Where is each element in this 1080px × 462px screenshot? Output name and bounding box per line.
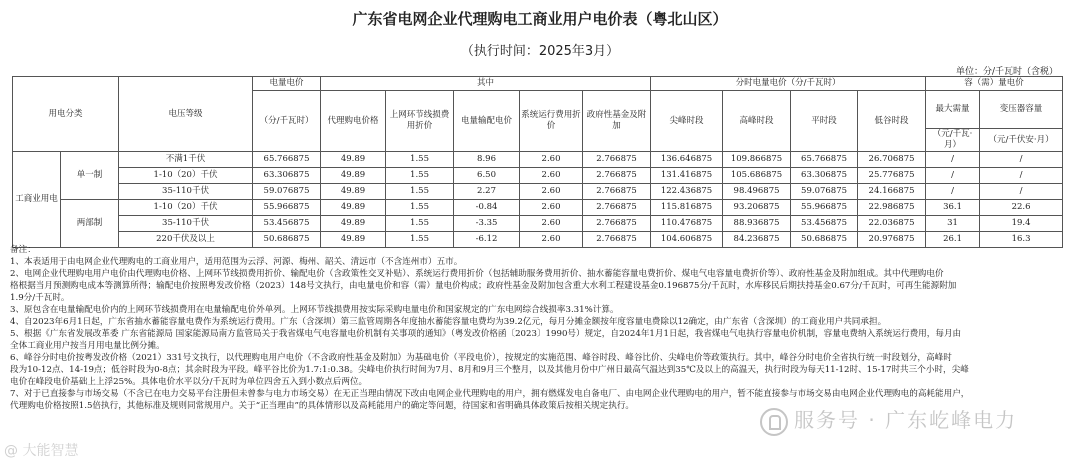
cell-demand: /	[926, 168, 980, 184]
note-line: 7、对于已直接参与市场交易（不含已在电力交易平台注册但未曾参与电力市场交易）在无正当理由情况下改由电网企业代理购电的用户，拥有燃煤发电自备电厂、由电网企业代理购电的用户，暂不能直接参与市场交易由电网企业代理购电的高耗能用户，	[10, 389, 970, 399]
category-single-system: 单一制	[61, 152, 119, 200]
cell-transformer: /	[980, 184, 1063, 200]
cell-fund: 2.766875	[583, 184, 651, 200]
header-of-which: 其中	[321, 77, 651, 91]
cell-loss: 1.55	[386, 152, 454, 168]
cell-peak: 84.236875	[723, 232, 791, 248]
cell-peak: 98.496875	[723, 184, 791, 200]
header-transmission-price: 电量输配电价	[454, 91, 520, 152]
header-valley: 低谷时段	[858, 91, 926, 152]
cell-loss: 1.55	[386, 200, 454, 216]
cell-valley: 20.976875	[858, 232, 926, 248]
cell-fund: 2.766875	[583, 232, 651, 248]
note-line: 1、本表适用于由电网企业代理购电的工商业用户，适用范围为云浮、河源、梅州、韶关、清远市（不含连州市）五市。	[10, 257, 463, 267]
cell-energy: 59.076875	[253, 184, 321, 200]
category-industrial: 工商业用电	[13, 152, 61, 248]
cell-demand: 26.1	[926, 232, 980, 248]
cell-transmission: -3.35	[454, 216, 520, 232]
cell-demand: /	[926, 152, 980, 168]
note-line: 全体工商业用户按当月用电量比例分摊。	[10, 341, 165, 351]
watermark	[760, 404, 1017, 436]
cell-energy: 55.966875	[253, 200, 321, 216]
cell-transformer: 22.6	[980, 200, 1063, 216]
header-flat: 平时段	[791, 91, 858, 152]
price-table	[12, 76, 1063, 248]
cell-peak: 88.936875	[723, 216, 791, 232]
cell-energy: 63.306875	[253, 168, 321, 184]
cell-transformer: /	[980, 168, 1063, 184]
cell-valley: 24.166875	[858, 184, 926, 200]
header-energy-price-unit: （分/千瓦时）	[253, 91, 321, 152]
wechat-icon	[760, 408, 788, 436]
cell-fund: 2.766875	[583, 168, 651, 184]
cell-flat: 59.076875	[791, 184, 858, 200]
cell-voltage: 35-110千伏	[119, 216, 253, 232]
header-energy-price: 电量电价	[253, 77, 321, 91]
cell-transmission: -6.12	[454, 232, 520, 248]
cell-valley: 26.706875	[858, 152, 926, 168]
cell-valley: 25.776875	[858, 168, 926, 184]
cell-loss: 1.55	[386, 232, 454, 248]
category-two-part-system: 两部制	[61, 200, 119, 248]
cell-sharp: 110.476875	[651, 216, 723, 232]
cell-flat: 55.966875	[791, 200, 858, 216]
cell-sharp: 131.416875	[651, 168, 723, 184]
cell-agent: 49.89	[321, 232, 386, 248]
cell-peak: 93.206875	[723, 200, 791, 216]
cell-energy: 50.686875	[253, 232, 321, 248]
cell-valley: 22.986875	[858, 200, 926, 216]
table-row	[13, 216, 1063, 232]
cell-transformer: 16.3	[980, 232, 1063, 248]
cell-system: 2.60	[520, 200, 583, 216]
cell-fund: 2.766875	[583, 216, 651, 232]
cell-system: 2.60	[520, 216, 583, 232]
table-row	[13, 168, 1063, 184]
note-line: 电价在峰段电价基础上上浮25%。具体电价水平以分/千瓦时为单位四舍五入到小数点后两位。	[10, 377, 368, 387]
note-line: 备注：	[10, 245, 36, 255]
cell-sharp: 122.436875	[651, 184, 723, 200]
cell-energy: 65.766875	[253, 152, 321, 168]
cell-system: 2.60	[520, 184, 583, 200]
cell-system: 2.60	[520, 152, 583, 168]
note-line: 段为10-12点、14-19点；低谷时段为0-8点；其余时段为平段。峰平谷比价为1.7:1:0.38。尖峰电价执行时间为7月、8月和9月三个整月，以及其他月份中广州日最高气温达到35℃及以上的高温天，执行时段为每天11-12时、15-17时共三个小时，尖峰	[10, 365, 969, 375]
cell-voltage: 1-10（20）千伏	[119, 168, 253, 184]
note-line: 1.9分/千瓦时。	[10, 293, 70, 303]
cell-sharp: 115.816875	[651, 200, 723, 216]
table-row	[13, 152, 1063, 168]
cell-voltage: 35-110千伏	[119, 184, 253, 200]
page-title: 广东省电网企业代理购电工商业用户电价表（粤北山区）	[352, 10, 728, 28]
cell-voltage: 220千伏及以上	[119, 232, 253, 248]
cell-transmission: -0.84	[454, 200, 520, 216]
cell-loss: 1.55	[386, 216, 454, 232]
cell-transmission: 6.50	[454, 168, 520, 184]
notes-section	[10, 244, 1072, 412]
execution-time: （执行时间：2025年3月）	[460, 44, 620, 59]
cell-sharp: 104.606875	[651, 232, 723, 248]
cell-sharp: 136.646875	[651, 152, 723, 168]
cell-agent: 49.89	[321, 216, 386, 232]
cell-demand: 31	[926, 216, 980, 232]
header-loss-price: 上网环节线损费用折价	[386, 91, 454, 152]
header-transformer-capacity: 变压器容量	[980, 91, 1063, 129]
note-line: 6、峰谷分时电价按粤发改价格（2021）331号文执行，以代理购电用户电价（不含政府性基金及附加）为基础电价（平段电价），按规定的实施范围、峰谷时段、峰谷比价、尖峰电价等政策执行。其中，峰谷分时电价全省执行统一时段划分，高峰时	[10, 353, 952, 363]
cell-agent: 49.89	[321, 200, 386, 216]
header-max-demand-unit: （元/千瓦·月）	[926, 129, 980, 152]
header-system-cost: 系统运行费用折价	[520, 91, 583, 152]
cell-flat: 65.766875	[791, 152, 858, 168]
header-max-demand: 最大需量	[926, 91, 980, 129]
cell-fund: 2.766875	[583, 200, 651, 216]
header-transformer-unit: （元/千伏安·月）	[980, 129, 1063, 152]
header-sharp-peak: 尖峰时段	[651, 91, 723, 152]
cell-flat: 50.686875	[791, 232, 858, 248]
cell-agent: 49.89	[321, 184, 386, 200]
header-capacity-price: 容（需）量电价	[926, 77, 1063, 91]
header-voltage: 电压等级	[119, 77, 253, 152]
header-gov-fund: 政府性基金及附加	[583, 91, 651, 152]
cell-transformer: /	[980, 152, 1063, 168]
header-agent-price: 代理购电价格	[321, 91, 386, 152]
table-row	[13, 184, 1063, 200]
watermark-text: 服务号 · 广东屹峰电力	[794, 408, 1018, 432]
table-row	[13, 200, 1063, 216]
corner-watermark: @ 大能智慧	[4, 443, 79, 459]
note-line: 3、原包含在电量输配电价内的上网环节线损费用在电量输配电价外单列。上网环节线损费用按实际采购电量电价和国家规定的广东电网综合线损率3.31%计算。	[10, 305, 619, 315]
cell-agent: 49.89	[321, 152, 386, 168]
cell-energy: 53.456875	[253, 216, 321, 232]
header-peak: 高峰时段	[723, 91, 791, 152]
header-category: 用电分类	[13, 77, 119, 152]
note-line: 4、自2023年6月1日起，广东省抽水蓄能容量电费作为系统运行费用。广东（含深圳）第三监管周期各年度抽水蓄能容量电费均为39.2亿元，每月分摊金额按年度容量电费除以12确定，由广东省（含深圳）的工商业用户共同承担。	[10, 317, 887, 327]
note-line: 5、根据《广东省发展改革委 广东省能源局 国家能源局南方监管局关于我省煤电气电容量电价机制有关事项的通知》（粤发改价格函〔2023〕1990号）规定，自2024年1月1日起，我省煤电气电执行容量电价机制，容量电费纳入系统运行费用，每月由	[10, 329, 962, 339]
cell-demand: 36.1	[926, 200, 980, 216]
cell-system: 2.60	[520, 168, 583, 184]
cell-flat: 63.306875	[791, 168, 858, 184]
header-tou-price: 分时电量电价（分/千瓦时）	[651, 77, 926, 91]
cell-peak: 109.866875	[723, 152, 791, 168]
cell-transformer: 19.4	[980, 216, 1063, 232]
cell-system: 2.60	[520, 232, 583, 248]
note-line: 2、电网企业代理购电用户电价由代理购电价格、上网环节线损费用折价、输配电价（含政策性交叉补贴）、系统运行费用折价（包括辅助服务费用折价、抽水蓄能容量电费折价、煤电气电容量电费折价等）、政府性基金及附加组成。其中代理购电价	[10, 269, 944, 279]
cell-flat: 53.456875	[791, 216, 858, 232]
cell-loss: 1.55	[386, 168, 454, 184]
cell-peak: 105.686875	[723, 168, 791, 184]
cell-voltage: 不满1千伏	[119, 152, 253, 168]
cell-valley: 22.036875	[858, 216, 926, 232]
note-line: 格根据当月预测购电成本等测算所得；输配电价按照粤发改价格（2023）148号文执行，由电量电价和容（需）量电价构成；政府性基金及附加包含重大水利工程建设基金0.196875分/千瓦时，水库移民后期扶持基金0.67分/千瓦时，可再生能源附加	[10, 281, 957, 291]
cell-fund: 2.766875	[583, 152, 651, 168]
unit-label: 单位：分/千瓦时（含税）	[955, 67, 1058, 77]
cell-demand: /	[926, 184, 980, 200]
cell-agent: 49.89	[321, 168, 386, 184]
cell-loss: 1.55	[386, 184, 454, 200]
cell-voltage: 1-10（20）千伏	[119, 200, 253, 216]
cell-transmission: 2.27	[454, 184, 520, 200]
cell-transmission: 8.96	[454, 152, 520, 168]
note-line: 代理购电价格按照1.5倍执行，其他标准及规则同常规用户。关于“正当理由”的具体情形以及高耗能用户的确定等问题，待国家和省明确具体政策后按相关规定执行。	[10, 401, 635, 411]
